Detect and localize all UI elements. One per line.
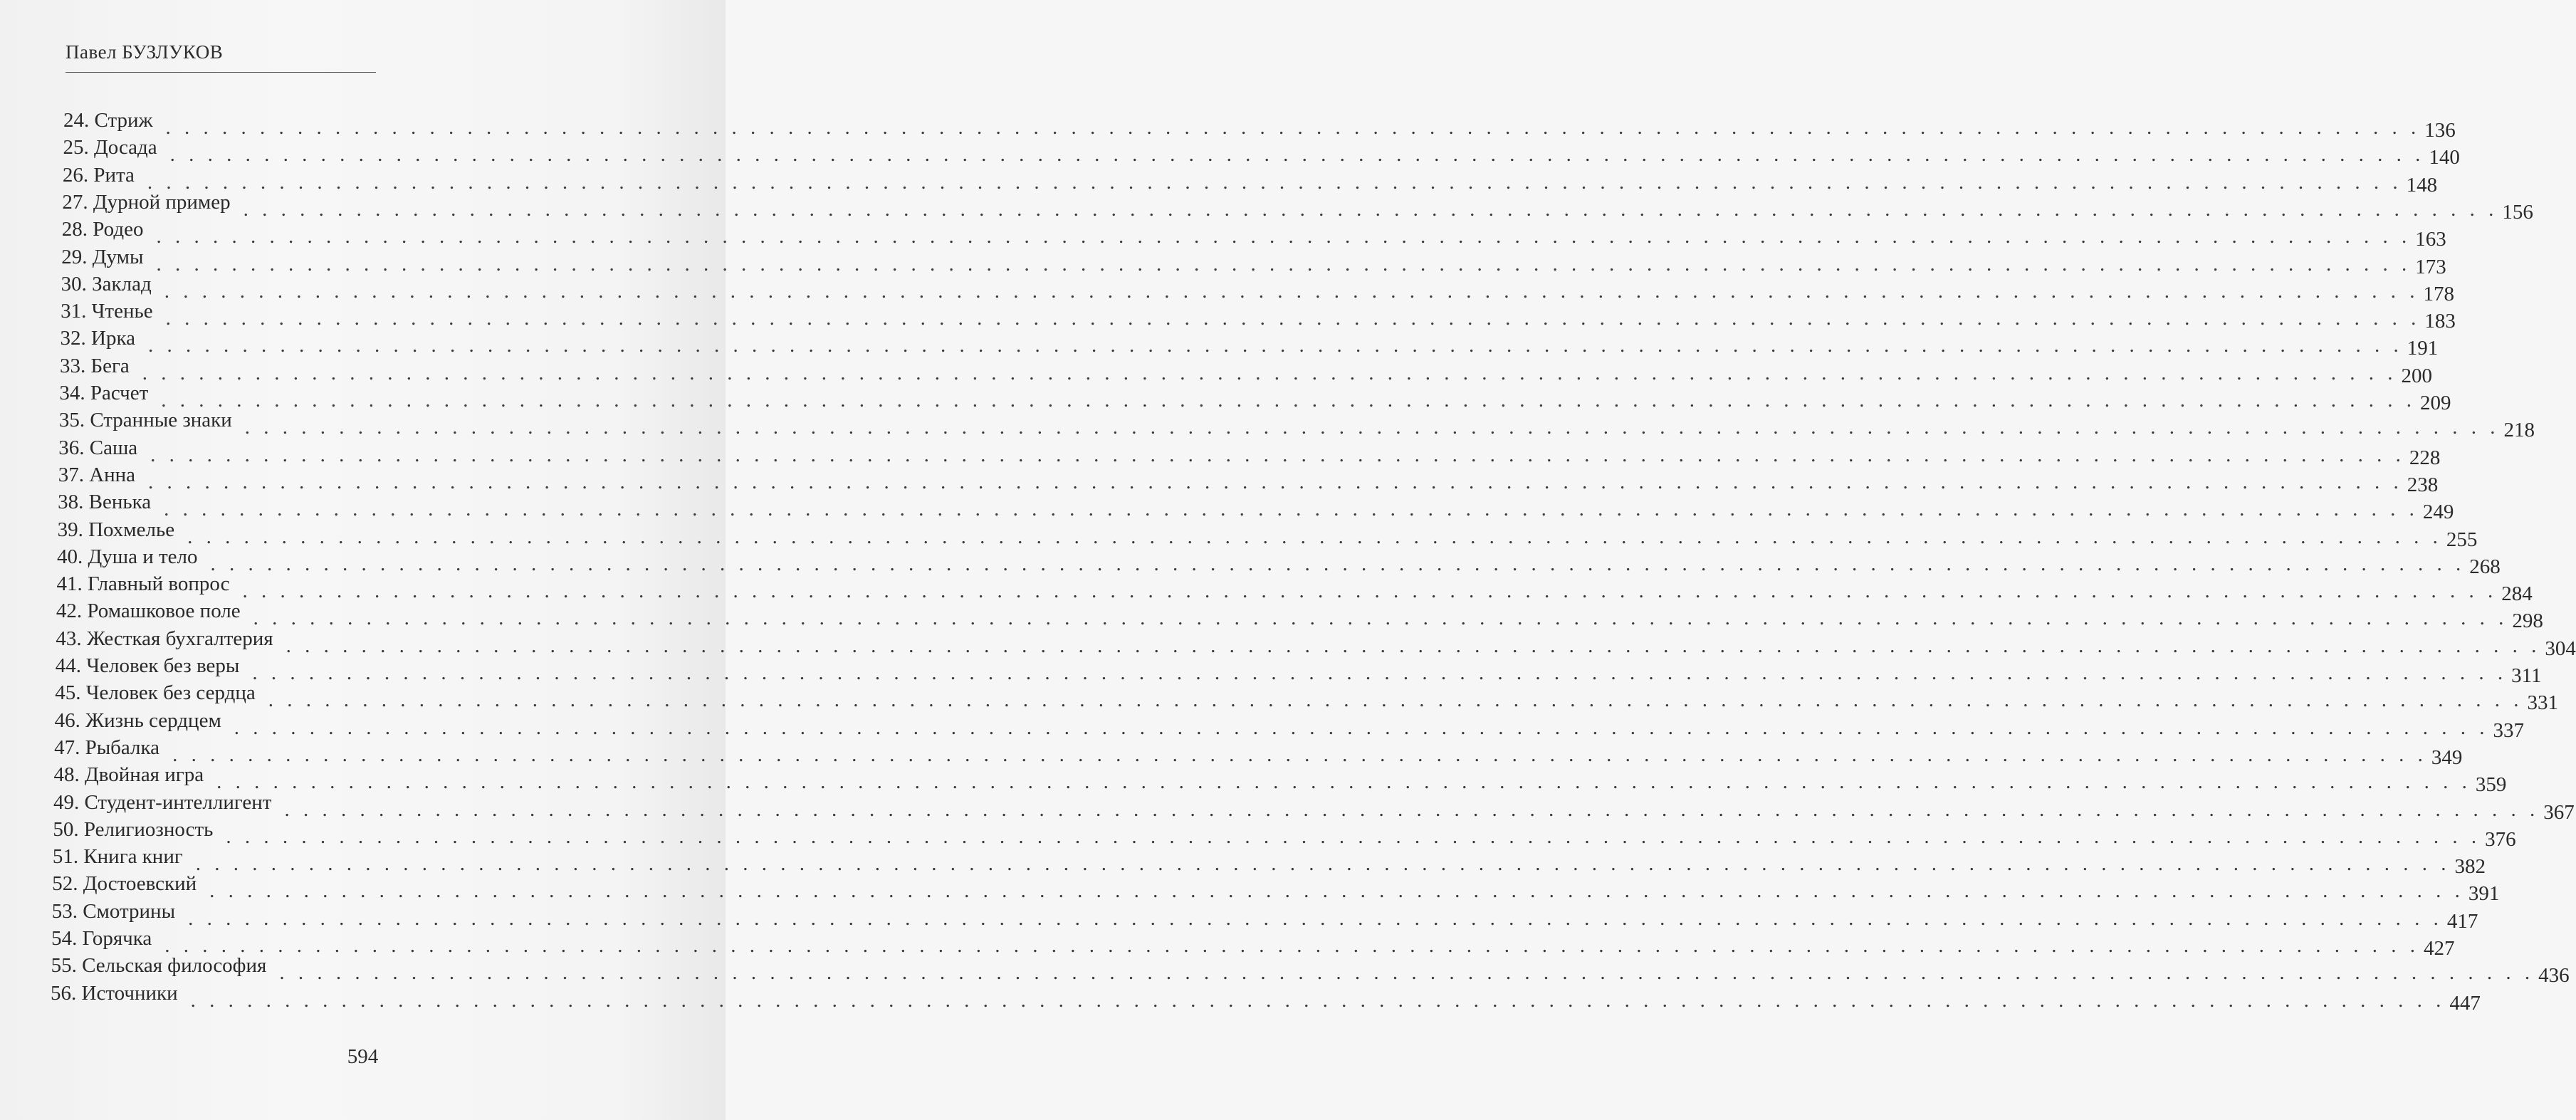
toc-entry-page: 228 <box>2409 446 2441 469</box>
toc-dot-leader: . . . . . . . . . . . . . . . . . . . . . . . . . . . . . . . . . . . . . . . . . . . . . . . . . . . . . . . . . . . . . . . . . . . . . . . . . . . . . . . . . . . . . . . . . . . . . . . . . . . . . . . . . . . . . . . . . . . . . . . . <box>161 389 2417 412</box>
toc-entry-page: 178 <box>2423 282 2454 305</box>
toc-entry-title: 34. Расчет <box>59 382 149 404</box>
toc-entry-title: 55. Сельская философия <box>51 954 267 978</box>
toc-entry-title: 51. Книга книг <box>52 845 183 869</box>
toc-dot-leader: . . . . . . . . . . . . . . . . . . . . . . . . . . . . . . . . . . . . . . . . . . . . . . . . . . . . . . . . . . . . . . . . . . . . . . . . . . . . . . . . . . . . . . . . . . . . . . . . . . . . . . . . . . . . . . . . . . . . . . . . <box>209 879 2464 903</box>
toc-entry-page: 268 <box>2469 555 2501 578</box>
toc-entry-page: 391 <box>2468 882 2500 906</box>
toc-dot-leader: . . . . . . . . . . . . . . . . . . . . . . . . . . . . . . . . . . . . . . . . . . . . . . . . . . . . . . . . . . . . . . . . . . . . . . . . . . . . . . . . . . . . . . . . . . . . . . . . . . . . . . . . . . . . . . . . . . . . . . . . <box>164 934 2420 957</box>
toc-entry-page: 298 <box>2512 609 2543 633</box>
toc-entry-title: 45. Человек без сердца <box>55 681 256 705</box>
toc-entry-title: 27. Дурной пример <box>62 190 231 214</box>
toc-entry <box>51 952 2570 988</box>
toc-dot-leader: . . . . . . . . . . . . . . . . . . . . . . . . . . . . . . . . . . . . . . . . . . . . . . . . . . . . . . . . . . . . . . . . . . . . . . . . . . . . . . . . . . . . . . . . . . . . . . . . . . . . . . . . . . . . . . . . . . . . . . . . <box>172 743 2427 766</box>
toc-dot-leader: . . . . . . . . . . . . . . . . . . . . . . . . . . . . . . . . . . . . . . . . . . . . . . . . . . . . . . . . . . . . . . . . . . . . . . . . . . . . . . . . . . . . . . . . . . . . . . . . . . . . . . . . . . . . . . . . . . . . . . . . <box>165 307 2421 330</box>
toc-dot-leader: . . . . . . . . . . . . . . . . . . . . . . . . . . . . . . . . . . . . . . . . . . . . . . . . . . . . . . . . . . . . . . . . . . . . . . . . . . . . . . . . . . . . . . . . . . . . . . . . . . . . . . . . . . . . . . . . . . . . . . . . <box>216 770 2471 794</box>
toc-entry-title: 30. Заклад <box>61 272 152 295</box>
toc-entry <box>53 761 2507 797</box>
toc-entry <box>61 298 2456 333</box>
toc-dot-leader: . . . . . . . . . . . . . . . . . . . . . . . . . . . . . . . . . . . . . . . . . . . . . . . . . . . . . . . . . . . . . . . . . . . . . . . . . . . . . . . . . . . . . . . . . . . . . . . . . . . . . . . . . . . . . . . . . . . . . . . . <box>190 988 2446 1012</box>
toc-entry-page: 427 <box>2424 937 2455 960</box>
toc-entry <box>52 870 2500 906</box>
toc-entry-page: 238 <box>2407 473 2439 496</box>
toc-entry-page: 163 <box>2415 228 2446 251</box>
toc-entry <box>58 488 2454 524</box>
toc-entry <box>55 679 2559 715</box>
toc-entry <box>62 162 2438 197</box>
toc-dot-leader: . . . . . . . . . . . . . . . . . . . . . . . . . . . . . . . . . . . . . . . . . . . . . . . . . . . . . . . . . . . . . . . . . . . . . . . . . . . . . . . . . . . . . . . . . . . . . . . . . . . . . . . . . . . . . . . . . . . . . . . . <box>165 116 2421 139</box>
toc-entry <box>53 816 2516 851</box>
toc-dot-leader: . . . . . . . . . . . . . . . . . . . . . . . . . . . . . . . . . . . . . . . . . . . . . . . . . . . . . . . . . . . . . . . . . . . . . . . . . . . . . . . . . . . . . . . . . . . . . . . . . . . . . . . . . . . . . . . . . . . . . . . . <box>243 197 2498 221</box>
toc-dot-leader: . . . . . . . . . . . . . . . . . . . . . . . . . . . . . . . . . . . . . . . . . . . . . . . . . . . . . . . . . . . . . . . . . . . . . . . . . . . . . . . . . . . . . . . . . . . . . . . . . . . . . . . . . . . . . . . . . . . . . . . . <box>150 443 2405 466</box>
toc-entry-page: 417 <box>2446 909 2478 933</box>
toc-entry-page: 447 <box>2449 991 2481 1015</box>
toc-entry-page: 136 <box>2424 119 2456 142</box>
toc-entry-page: 209 <box>2420 392 2451 414</box>
toc-entry <box>61 216 2446 251</box>
toc-entry-title: 36. Саша <box>58 436 138 459</box>
toc-dot-leader: . . . . . . . . . . . . . . . . . . . . . . . . . . . . . . . . . . . . . . . . . . . . . . . . . . . . . . . . . . . . . . . . . . . . . . . . . . . . . . . . . . . . . . . . . . . . . . . . . . . . . . . . . . . . . . . . . . . . . . . . <box>156 252 2412 276</box>
toc-entry-page: 218 <box>2503 419 2535 442</box>
toc-entry <box>55 652 2542 687</box>
toc-entry <box>52 843 2486 879</box>
toc-entry-title: 33. Бега <box>59 354 130 377</box>
toc-entry-title: 40. Душа и тело <box>57 545 198 568</box>
toc-dot-leader: . . . . . . . . . . . . . . . . . . . . . . . . . . . . . . . . . . . . . . . . . . . . . . . . . . . . . . . . . . . . . . . . . . . . . . . . . . . . . . . . . . . . . . . . . . . . . . . . . . . . . . . . . . . . . . . . . . . . . . . . <box>164 279 2419 303</box>
toc-entry-page: 311 <box>2511 664 2542 687</box>
toc-entry-title: 41. Главный вопрос <box>56 572 230 596</box>
toc-entry-title: 28. Родео <box>61 218 144 241</box>
toc-entry-title: 52. Достоевский <box>52 872 197 896</box>
toc-entry <box>51 898 2478 933</box>
toc-dot-leader: . . . . . . . . . . . . . . . . . . . . . . . . . . . . . . . . . . . . . . . . . . . . . . . . . . . . . . . . . . . . . . . . . . . . . . . . . . . . . . . . . . . . . . . . . . . . . . . . . . . . . . . . . . . . . . . . . . . . . . . . <box>147 170 2402 194</box>
toc-dot-leader: . . . . . . . . . . . . . . . . . . . . . . . . . . . . . . . . . . . . . . . . . . . . . . . . . . . . . . . . . . . . . . . . . . . . . . . . . . . . . . . . . . . . . . . . . . . . . . . . . . . . . . . . . . . . . . . . . . . . . . . . <box>142 361 2397 384</box>
toc-entry <box>51 980 2481 1015</box>
toc-entry <box>58 434 2441 469</box>
toc-entry-title: 26. Рита <box>62 163 135 187</box>
toc-entry-page: 148 <box>2406 173 2438 197</box>
toc-entry-title: 53. Смотрины <box>51 899 176 923</box>
toc-dot-leader: . . . . . . . . . . . . . . . . . . . . . . . . . . . . . . . . . . . . . . . . . . . . . . . . . . . . . . . . . . . . . . . . . . . . . . . . . . . . . . . . . . . . . . . . . . . . . . . . . . . . . . . . . . . . . . . . . . . . . . . . <box>147 334 2403 357</box>
toc-entry-title: 44. Человек без веры <box>55 654 240 677</box>
toc-entry-page: 337 <box>2493 718 2525 742</box>
toc-entry <box>61 271 2454 305</box>
toc-dot-leader: . . . . . . . . . . . . . . . . . . . . . . . . . . . . . . . . . . . . . . . . . . . . . . . . . . . . . . . . . . . . . . . . . . . . . . . . . . . . . . . . . . . . . . . . . . . . . . . . . . . . . . . . . . . . . . . . . . . . . . . . <box>210 552 2466 575</box>
toc-dot-leader: . . . . . . . . . . . . . . . . . . . . . . . . . . . . . . . . . . . . . . . . . . . . . . . . . . . . . . . . . . . . . . . . . . . . . . . . . . . . . . . . . . . . . . . . . . . . . . . . . . . . . . . . . . . . . . . . . . . . . . . . <box>156 225 2412 248</box>
toc-entry-title: 32. Ирка <box>60 327 135 350</box>
header-rule <box>66 72 376 73</box>
toc-entry-page: 200 <box>2401 364 2432 387</box>
toc-entry-page: 382 <box>2454 855 2486 879</box>
toc-entry <box>57 543 2501 578</box>
toc-entry-page: 156 <box>2502 200 2533 224</box>
toc-dot-leader: . . . . . . . . . . . . . . . . . . . . . . . . . . . . . . . . . . . . . . . . . . . . . . . . . . . . . . . . . . . . . . . . . . . . . . . . . . . . . . . . . . . . . . . . . . . . . . . . . . . . . . . . . . . . . . . . . . . . . . . . <box>148 470 2403 493</box>
toc-entry <box>63 134 2460 169</box>
toc-entry-title: 35. Странные знаки <box>58 409 232 432</box>
toc-entry-title: 25. Досада <box>63 136 157 159</box>
toc-dot-leader: . . . . . . . . . . . . . . . . . . . . . . . . . . . . . . . . . . . . . . . . . . . . . . . . . . . . . . . . . . . . . . . . . . . . . . . . . . . . . . . . . . . . . . . . . . . . . . . . . . . . . . . . . . . . . . . . . . . . . . . . <box>188 906 2443 930</box>
toc-dot-leader: . . . . . . . . . . . . . . . . . . . . . . . . . . . . . . . . . . . . . . . . . . . . . . . . . . . . . . . . . . . . . . . . . . . . . . . . . . . . . . . . . . . . . . . . . . . . . . . . . . . . . . . . . . . . . . . . . . . . . . . . <box>279 961 2535 985</box>
toc-entry-page: 183 <box>2424 310 2456 333</box>
toc-dot-leader: . . . . . . . . . . . . . . . . . . . . . . . . . . . . . . . . . . . . . . . . . . . . . . . . . . . . . . . . . . . . . . . . . . . . . . . . . . . . . . . . . . . . . . . . . . . . . . . . . . . . . . . . . . . . . . . . . . . . . . . . <box>284 797 2540 821</box>
toc-entry-page: 304 <box>2545 637 2576 660</box>
toc-dot-leader: . . . . . . . . . . . . . . . . . . . . . . . . . . . . . . . . . . . . . . . . . . . . . . . . . . . . . . . . . . . . . . . . . . . . . . . . . . . . . . . . . . . . . . . . . . . . . . . . . . . . . . . . . . . . . . . . . . . . . . . . <box>252 661 2508 684</box>
toc-entry <box>62 189 2533 224</box>
toc-dot-leader: . . . . . . . . . . . . . . . . . . . . . . . . . . . . . . . . . . . . . . . . . . . . . . . . . . . . . . . . . . . . . . . . . . . . . . . . . . . . . . . . . . . . . . . . . . . . . . . . . . . . . . . . . . . . . . . . . . . . . . . . <box>253 607 2508 630</box>
toc-entry <box>61 244 2446 278</box>
toc-entry-page: 376 <box>2485 827 2516 851</box>
toc-dot-leader: . . . . . . . . . . . . . . . . . . . . . . . . . . . . . . . . . . . . . . . . . . . . . . . . . . . . . . . . . . . . . . . . . . . . . . . . . . . . . . . . . . . . . . . . . . . . . . . . . . . . . . . . . . . . . . . . . . . . . . . . <box>226 825 2481 848</box>
toc-dot-leader: . . . . . . . . . . . . . . . . . . . . . . . . . . . . . . . . . . . . . . . . . . . . . . . . . . . . . . . . . . . . . . . . . . . . . . . . . . . . . . . . . . . . . . . . . . . . . . . . . . . . . . . . . . . . . . . . . . . . . . . . <box>195 852 2451 876</box>
toc-entry <box>60 325 2439 360</box>
toc-entry-title: 43. Жесткая бухгалтерия <box>56 627 273 650</box>
toc-entry-page: 359 <box>2475 773 2507 797</box>
toc-entry <box>56 570 2533 606</box>
toc-entry-page: 173 <box>2415 255 2446 278</box>
toc-entry-title: 49. Студент-интеллигент <box>53 790 272 814</box>
toc-entry-title: 24. Стриж <box>63 109 153 132</box>
toc-entry-title: 38. Венька <box>58 491 152 514</box>
toc-entry-title: 37. Анна <box>58 463 136 486</box>
toc-entry-title: 48. Двойная игра <box>53 763 204 787</box>
toc-entry-page: 436 <box>2538 964 2570 988</box>
toc-entry <box>53 789 2575 824</box>
toc-entry-title: 54. Горячка <box>51 927 152 950</box>
toc-entry-page: 255 <box>2446 528 2478 551</box>
toc-entry-page: 249 <box>2422 501 2454 524</box>
toc-dot-leader: . . . . . . . . . . . . . . . . . . . . . . . . . . . . . . . . . . . . . . . . . . . . . . . . . . . . . . . . . . . . . . . . . . . . . . . . . . . . . . . . . . . . . . . . . . . . . . . . . . . . . . . . . . . . . . . . . . . . . . . . <box>244 416 2500 439</box>
toc-entry <box>54 707 2525 742</box>
toc-entry-title: 31. Чтенье <box>61 300 153 323</box>
toc-entry <box>54 734 2463 769</box>
toc-dot-leader: . . . . . . . . . . . . . . . . . . . . . . . . . . . . . . . . . . . . . . . . . . . . . . . . . . . . . . . . . . . . . . . . . . . . . . . . . . . . . . . . . . . . . . . . . . . . . . . . . . . . . . . . . . . . . . . . . . . . . . . . <box>164 498 2419 521</box>
toc-entry <box>59 352 2432 387</box>
toc-entry <box>63 107 2456 142</box>
toc-entry-page: 331 <box>2527 691 2559 715</box>
toc-entry <box>51 925 2455 960</box>
toc-dot-leader: . . . . . . . . . . . . . . . . . . . . . . . . . . . . . . . . . . . . . . . . . . . . . . . . . . . . . . . . . . . . . . . . . . . . . . . . . . . . . . . . . . . . . . . . . . . . . . . . . . . . . . . . . . . . . . . . . . . . . . . . <box>234 716 2489 739</box>
toc-entry-page: 349 <box>2431 745 2463 769</box>
toc-entry-page: 191 <box>2407 337 2439 360</box>
toc-dot-leader: . . . . . . . . . . . . . . . . . . . . . . . . . . . . . . . . . . . . . . . . . . . . . . . . . . . . . . . . . . . . . . . . . . . . . . . . . . . . . . . . . . . . . . . . . . . . . . . . . . . . . . . . . . . . . . . . . . . . . . . . <box>187 525 2442 548</box>
toc-entry <box>58 461 2439 496</box>
toc-entry-title: 50. Религиозность <box>53 817 214 841</box>
toc-entry <box>57 516 2478 551</box>
page-number: 594 <box>347 1045 379 1068</box>
toc-entry-title: 47. Рыбалка <box>54 736 160 759</box>
toc-dot-leader: . . . . . . . . . . . . . . . . . . . . . . . . . . . . . . . . . . . . . . . . . . . . . . . . . . . . . . . . . . . . . . . . . . . . . . . . . . . . . . . . . . . . . . . . . . . . . . . . . . . . . . . . . . . . . . . . . . . . . . . . <box>242 580 2498 603</box>
toc-entry-page: 140 <box>2429 146 2460 169</box>
toc-entry <box>56 597 2543 633</box>
toc-entry-title: 29. Думы <box>61 245 144 268</box>
toc-entry <box>58 407 2535 442</box>
toc-entry-title: 42. Ромашковое поле <box>56 600 241 623</box>
toc-dot-leader: . . . . . . . . . . . . . . . . . . . . . . . . . . . . . . . . . . . . . . . . . . . . . . . . . . . . . . . . . . . . . . . . . . . . . . . . . . . . . . . . . . . . . . . . . . . . . . . . . . . . . . . . . . . . . . . . . . . . . . . . <box>169 143 2425 167</box>
toc-entry <box>56 625 2576 660</box>
toc-entry-page: 284 <box>2501 582 2533 606</box>
toc-entry-title: 46. Жизнь сердцем <box>54 708 221 732</box>
toc-entry <box>59 380 2451 414</box>
running-head: Павел БУЗЛУКОВ <box>66 41 224 63</box>
toc-entry-title: 56. Источники <box>51 981 178 1005</box>
toc-entry-title: 39. Похмелье <box>57 518 175 541</box>
toc-entry-page: 367 <box>2543 800 2575 824</box>
toc-dot-leader: . . . . . . . . . . . . . . . . . . . . . . . . . . . . . . . . . . . . . . . . . . . . . . . . . . . . . . . . . . . . . . . . . . . . . . . . . . . . . . . . . . . . . . . . . . . . . . . . . . . . . . . . . . . . . . . . . . . . . . . . <box>286 634 2541 657</box>
toc-dot-leader: . . . . . . . . . . . . . . . . . . . . . . . . . . . . . . . . . . . . . . . . . . . . . . . . . . . . . . . . . . . . . . . . . . . . . . . . . . . . . . . . . . . . . . . . . . . . . . . . . . . . . . . . . . . . . . . . . . . . . . . . <box>268 689 2523 712</box>
